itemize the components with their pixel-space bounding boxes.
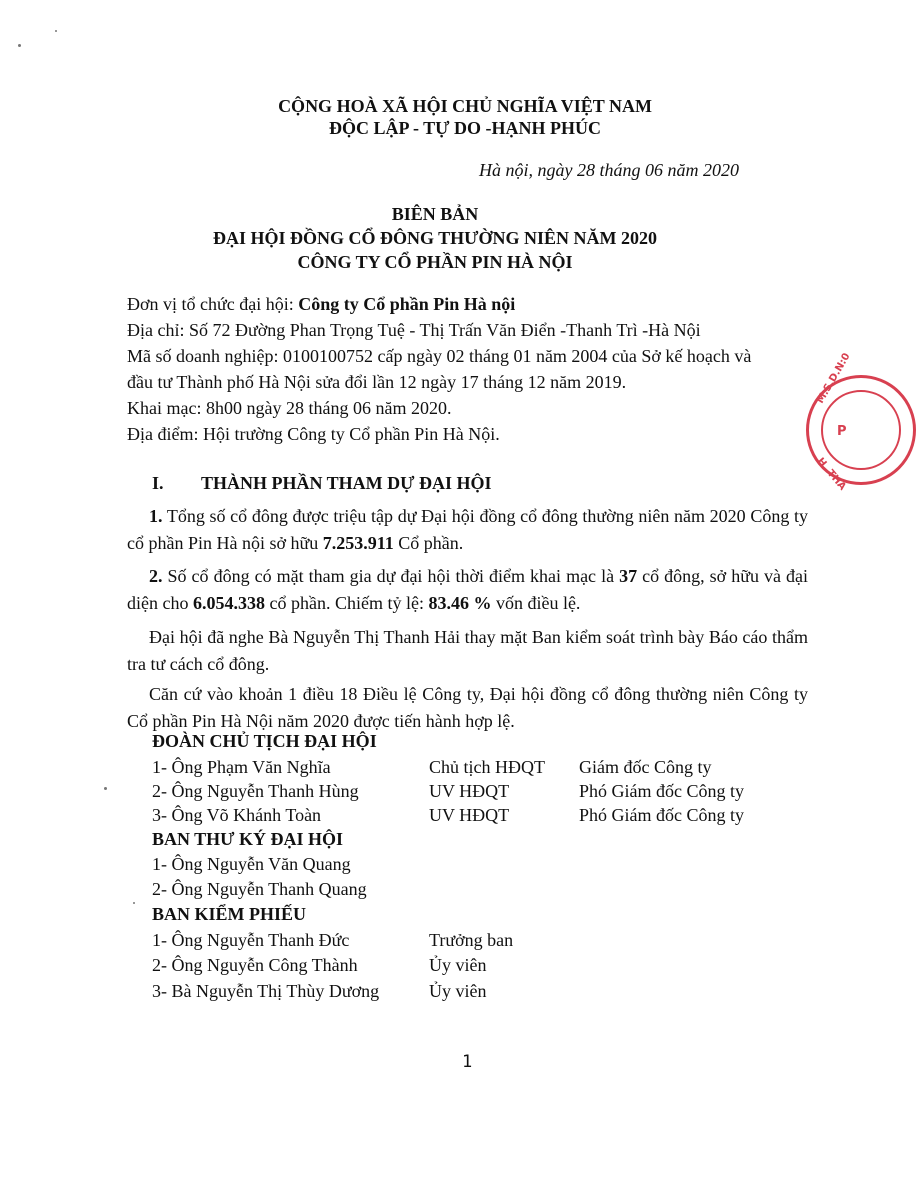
venue-line: Địa điểm: Hội trường Công ty Cổ phần Pin Hà Nội. (127, 424, 500, 444)
vote-counting-heading: BAN KIỂM PHIẾU (152, 904, 307, 924)
organizer-line (127, 294, 515, 315)
scan-speck (18, 44, 21, 47)
paragraph-1: 1. Tổng số cổ đông được triệu tập dự Đại hội đồng cổ đông thường niên năm 2020 Công ty cổ phần Pin Hà nội sở hữu 7.253.911 Cổ phần. (127, 506, 808, 553)
total-shares: 7.253.911 (322, 533, 394, 553)
presidium-member-role: UV HĐQT (429, 805, 510, 825)
country-name: CỘNG HOÀ XÃ HỘI CHỦ NGHĨA VIỆT NAM (278, 96, 652, 116)
company-stamp (806, 351, 916, 493)
tax-code-line-2: đầu tư Thành phố Hà Nội sửa đổi lần 12 ngày 17 tháng 12 năm 2019. (127, 372, 627, 392)
presidium-member-name: 3- Ông Võ Khánh Toàn (152, 805, 322, 825)
presidium-member-name: 1- Ông Phạm Văn Nghĩa (152, 757, 331, 777)
vote-counting-member-name: 2- Ông Nguyễn Công Thành (152, 955, 358, 975)
section-number: I. (152, 473, 164, 493)
attendee-count: 37 (619, 566, 638, 586)
vote-counting-member-name: 1- Ông Nguyễn Thanh Đức (152, 930, 350, 950)
page-number: 1 (462, 1052, 473, 1072)
stamp-text-bottom: H. THA (814, 456, 848, 493)
organizer-label: Đơn vị tổ chức đại hội: (127, 294, 299, 314)
presidium-member-role: Chủ tịch HĐQT (429, 757, 545, 777)
paragraph-4: Căn cứ vào khoản 1 điều 18 Điều lệ Công ty, Đại hội đồng cổ đông thường niên Công ty Cổ phần Pin Hà Nội năm 2020 được tiến hành hợp lệ. (127, 684, 808, 731)
tax-code-line-1: Mã số doanh nghiệp: 0100100752 cấp ngày 02 tháng 01 năm 2004 của Sở kế hoạch và (127, 346, 752, 366)
stamp-text-side: P (837, 424, 847, 439)
stamp-text-top: M.S.D.N:0 (815, 351, 853, 406)
secretariat-member-name: 1- Ông Nguyễn Văn Quang (152, 854, 351, 874)
presidium-member-position: Phó Giám đốc Công ty (579, 805, 744, 825)
paragraph-2-number: 2. (149, 566, 163, 586)
address-line: Địa chỉ: Số 72 Đường Phan Trọng Tuệ - Thị Trấn Văn Điển -Thanh Trì -Hà Nội (127, 320, 701, 340)
paragraph-3: Đại hội đã nghe Bà Nguyễn Thị Thanh Hải thay mặt Ban kiểm soát trình bày Báo cáo thẩm tra tư cách cổ đông. (127, 627, 808, 674)
vote-counting-member-role: Trưởng ban (429, 930, 514, 950)
paragraph-2: 2. Số cổ đông có mặt tham gia dự đại hội thời điểm khai mạc là 37 cổ đông, sở hữu và đại diện cho 6.054.338 cổ phần. Chiếm tỷ lệ: 83.46 % vốn điều lệ. (127, 566, 808, 613)
attending-shares: 6.054.338 (192, 593, 265, 613)
presidium-member-role: UV HĐQT (429, 781, 510, 801)
national-motto: ĐỘC LẬP - TỰ DO -HẠNH PHÚC (329, 118, 601, 138)
presidium-member-position: Phó Giám đốc Công ty (579, 781, 744, 801)
vote-counting-member-role: Ủy viên (429, 955, 487, 975)
company-title: CÔNG TY CỔ PHẦN PIN HÀ NỘI (297, 252, 573, 272)
meeting-title: ĐẠI HỘI ĐỒNG CỔ ĐÔNG THƯỜNG NIÊN NĂM 2020 (212, 228, 657, 248)
document-date: Hà nội, ngày 28 tháng 06 năm 2020 (479, 160, 739, 180)
opening-line: Khai mạc: 8h00 ngày 28 tháng 06 năm 2020. (127, 398, 452, 418)
presidium-heading: ĐOÀN CHỦ TỊCH ĐẠI HỘI (152, 731, 377, 751)
organizer-value: Công ty Cổ phần Pin Hà nội (298, 294, 516, 314)
scan-speck (55, 30, 57, 32)
vote-counting-member-name: 3- Bà Nguyễn Thị Thùy Dương (152, 981, 380, 1001)
document-title: BIÊN BẢN (391, 204, 479, 224)
attendance-percentage: 83.46 % (428, 593, 492, 613)
section-heading: THÀNH PHẦN THAM DỰ ĐẠI HỘI (201, 473, 492, 493)
paragraph-1-number: 1. (149, 506, 163, 526)
presidium-member-name: 2- Ông Nguyễn Thanh Hùng (152, 781, 359, 801)
secretariat-member-name: 2- Ông Nguyễn Thanh Quang (152, 879, 367, 899)
presidium-member-position: Giám đốc Công ty (579, 757, 712, 777)
scan-speck (104, 787, 107, 790)
vote-counting-member-role: Ủy viên (429, 981, 487, 1001)
scan-speck (133, 902, 135, 904)
stamp-inner-ring (821, 390, 901, 470)
secretariat-heading: BAN THƯ KÝ ĐẠI HỘI (152, 829, 344, 849)
